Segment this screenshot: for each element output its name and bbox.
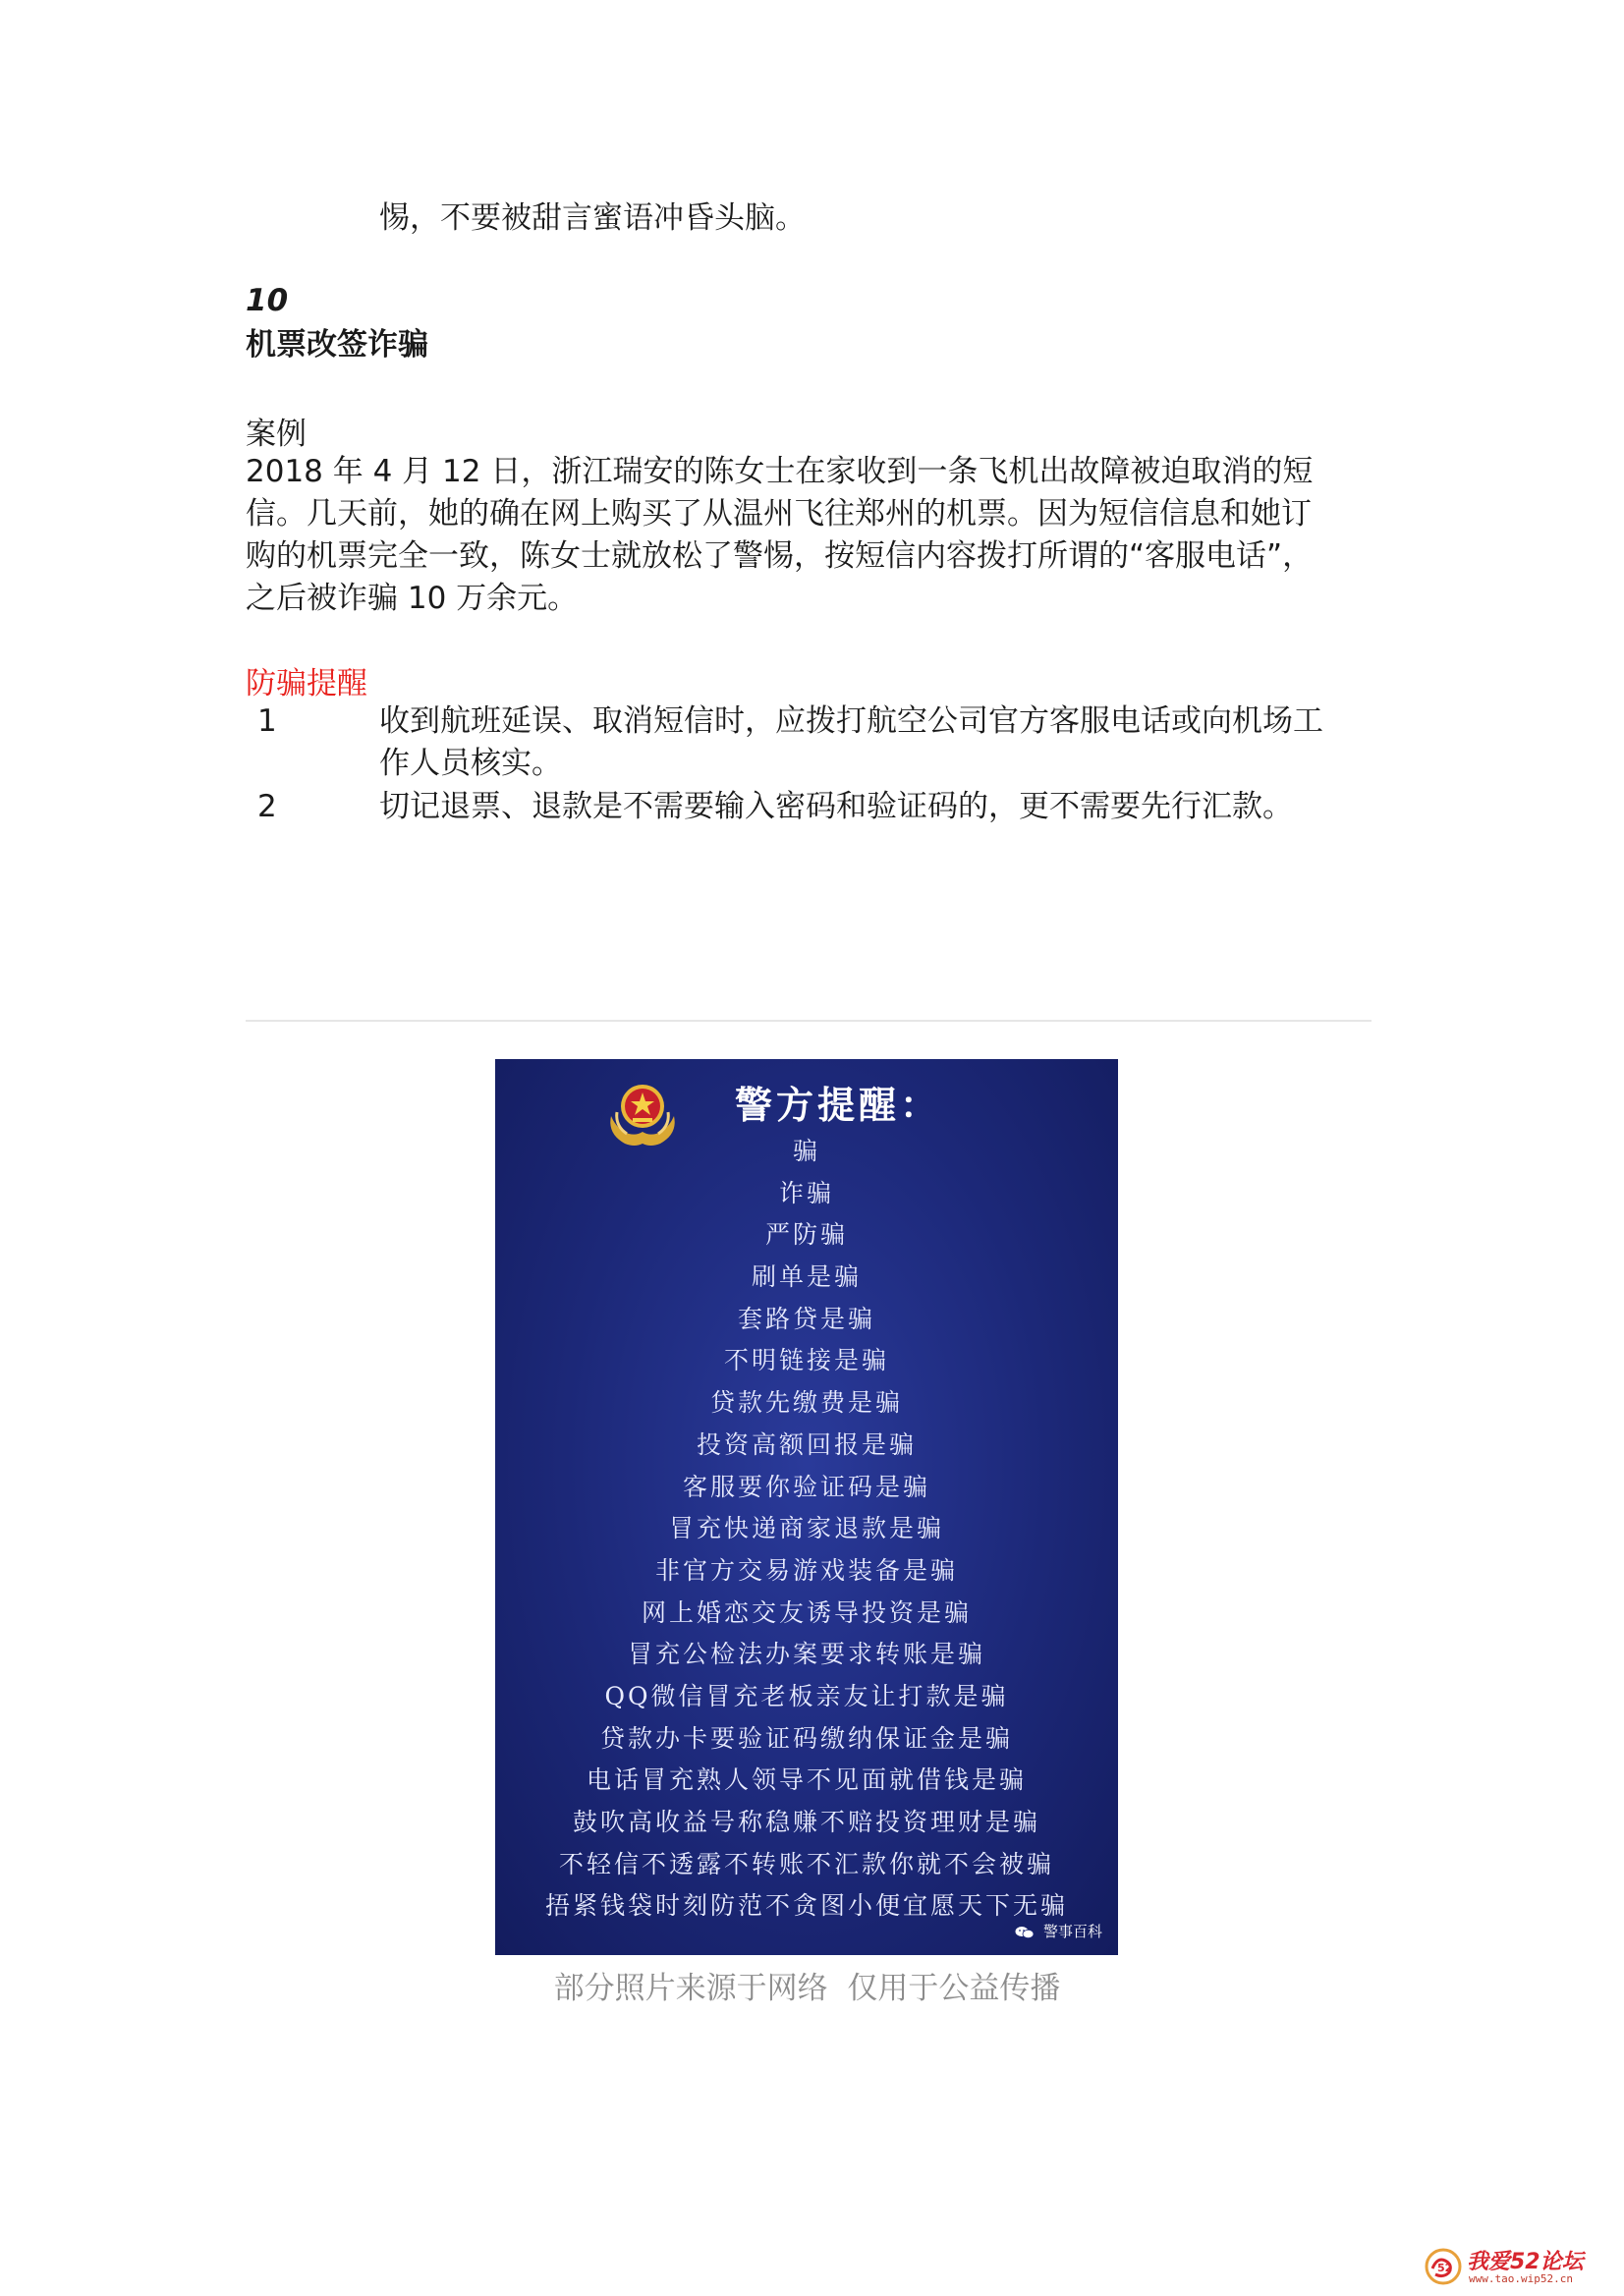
tip-line: 收到航班延误、取消短信时，应拨打航空公司官方客服电话或向机场工: [379, 703, 1323, 739]
poster-line: 严防骗: [764, 1220, 848, 1250]
section-number: 10: [246, 283, 289, 318]
poster-line: 捂紧钱袋时刻防范不贪图小便宜愿天下无骗: [544, 1891, 1068, 1921]
site-watermark-url: www.tao.wip52.cn: [1469, 2272, 1573, 2285]
tip-line: 切记退票、退款是不需要输入密码和验证码的，更不需要先行汇款。: [379, 789, 1293, 824]
section-title: 机票改签诈骗: [246, 327, 428, 363]
poster-watermark: [1015, 1921, 1102, 1941]
poster-line: 非官方交易游戏装备是骗: [654, 1555, 958, 1585]
tip-text: [379, 786, 1401, 828]
poster-line: 冒充快递商家退款是骗: [668, 1514, 944, 1543]
site-watermark: [1424, 2243, 1620, 2290]
poster-line: 投资高额回报是骗: [696, 1429, 917, 1459]
poster-line: 不明链接是骗: [723, 1346, 889, 1375]
police-reminder-poster: [495, 1059, 1118, 1955]
poster-lines: [495, 1131, 1118, 1928]
poster-line: 骗: [792, 1137, 820, 1165]
site-watermark-text: 我爱52论坛: [1467, 2250, 1584, 2274]
image-caption: 部分照片来源于网络 仅用于公益传播: [553, 1971, 1061, 2006]
poster-line: 电话冒充熟人领导不见面就借钱是骗: [586, 1765, 1027, 1795]
poster-line: 贷款办卡要验证码缴纳保证金是骗: [599, 1723, 1013, 1753]
case-label: 案例: [246, 417, 307, 452]
wechat-icon: [1015, 1926, 1035, 1939]
svg-text:52: 52: [1437, 2262, 1453, 2274]
poster-line: 贷款先缴费是骗: [709, 1388, 903, 1418]
poster-title: 警方提醒：: [735, 1084, 942, 1127]
case-body: [246, 451, 1395, 620]
tip-number: 2: [257, 789, 277, 824]
forum-logo-icon: [1424, 2247, 1463, 2286]
case-line: 2018 年 4 月 12 日，浙江瑞安的陈女士在家收到一条飞机出故障被迫取消的短: [246, 454, 1314, 489]
poster-line: 鼓吹高收益号称稳赚不赔投资理财是骗: [572, 1808, 1040, 1836]
section-divider: [246, 1020, 1372, 1022]
poster-line: 网上婚恋交友诱导投资是骗: [641, 1597, 972, 1627]
poster-line: 套路贷是骗: [737, 1304, 875, 1333]
case-line: 信。几天前，她的确在网上购买了从温州飞往郑州的机票。因为短信信息和她订: [246, 496, 1312, 532]
case-line: 之后被诈骗 10 万余元。: [246, 581, 579, 616]
continuation-line: 惕，不要被甜言蜜语冲昏头脑。: [379, 200, 806, 236]
poster-line: QQ微信冒充老板亲友让打款是骗: [604, 1681, 1009, 1710]
poster-line: 诈骗: [778, 1178, 834, 1207]
poster-line: 不轻信不透露不转账不汇款你就不会被骗: [558, 1849, 1054, 1878]
tip-text: [379, 700, 1401, 785]
poster-watermark-text: 警事百科: [1042, 1923, 1102, 1940]
poster-line: 客服要你验证码是骗: [682, 1472, 930, 1501]
case-line: 购的机票完全一致，陈女士就放松了警惕，按短信内容拨打所谓的“客服电话”，: [246, 538, 1314, 574]
tip-line: 作人员核实。: [379, 746, 562, 781]
tip-number: 1: [257, 703, 277, 739]
poster-line: 冒充公检法办案要求转账是骗: [627, 1640, 985, 1669]
poster-line: 刷单是骗: [751, 1262, 862, 1292]
tips-title: 防骗提醒: [246, 666, 367, 701]
